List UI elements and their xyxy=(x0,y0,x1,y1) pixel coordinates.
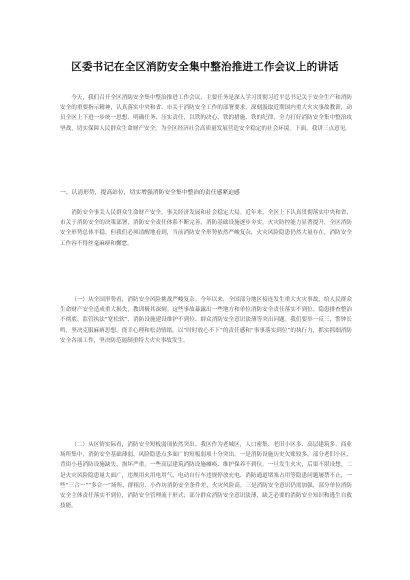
body-paragraph-2: （一）从全国形势看，消防安全风险挑战严峻复杂。今年以来，全国部分地区接连发生重大火灾事故，给人民群众生命财产安全造成重大损失，教训极其深刻。这些事故暴露出一些地方和单位消防安全责任落实不到位、隐患排查整治不彻底、监管执法“宽松软”、消防设施建设维护不到位、群众消防安全意识淡薄等突出问题。我们要举一反三，警钟长鸣，坚决克服麻痹思想、侥幸心理和松劲情绪，以“时时放心不下”的责任感和“事事落实到位”的执行力，抓实抓细消防安全各项工作，坚决防范遏制重特大火灾事故发生。 xyxy=(60,297,352,344)
intro-paragraph: 今天，我们召开全区消防安全集中整治推进工作会议，主要任务是深入学习贯彻习近平总书记关于安全生产和消防安全的重要指示精神，认真落实中央和省、市关于消防安全工作的部署要求，深刻汲取近期国内重大火灾事故教训，动员全区上下进一步统一思想、明确任务、压实责任，以铁的决心、铁的措施、铁的纪律，全力打好消防安全集中整治攻坚战，切实保障人民群众生命财产安全，为全区经济社会高质量发展营造安全稳定的社会环境。下面，我讲三点意见。 xyxy=(60,95,352,132)
body-paragraph-3: （二）从区情实际看，消防安全短板弱项依然突出。我区作为老城区，人口密集、老旧小区多、高层建筑多、商业场所集中，消防安全基础薄弱、风险隐患点多面广的短板弱项十分突出。一是消防设施历史欠账较多，部分老旧小区、背街小巷消防设施缺失、损坏严重，一些高层建筑消防设施瘫痪、维护保养不到位，一旦发生火灾，后果不堪设想。二是火灾风险隐患量大面广，违规用火用电用气、电动自行车违规停放充电、消防通道堵塞占用等隐患问题屡禁不止，一些“三合一”“多合一”场所、群租房、小作坊消防安全条件差、火灾风险高。三是消防安全意识仍需加强，部分单位消防安全主体责任落实不到位，消防安全管理流于形式；部分群众消防安全意识淡薄，缺乏必要的消防安全知识和逃生自救技能。 xyxy=(60,442,352,510)
body-paragraph-1: 消防安全事关人民群众生命财产安全，事关经济发展和社会稳定大局。近年来，全区上下认真贯彻落实中央和省、市关于消防安全的决策部署，消防安全责任体系不断完善，消防基础设施逐步夯实，火灾防控能力显著提升，全区消防安全形势总体平稳。但我们必须清醒地看到，当前消防安全形势依然严峻复杂，火灾风险隐患仍然大量存在，消防安全工作容不得丝毫麻痹和懈怠。 xyxy=(60,210,352,247)
section-heading-1: 一、认清形势，提高站位，切实增强消防安全集中整治的责任感紧迫感 xyxy=(60,190,240,196)
document-title: 区委书记在全区消防安全集中整治推进工作会议上的讲话 xyxy=(71,61,339,73)
